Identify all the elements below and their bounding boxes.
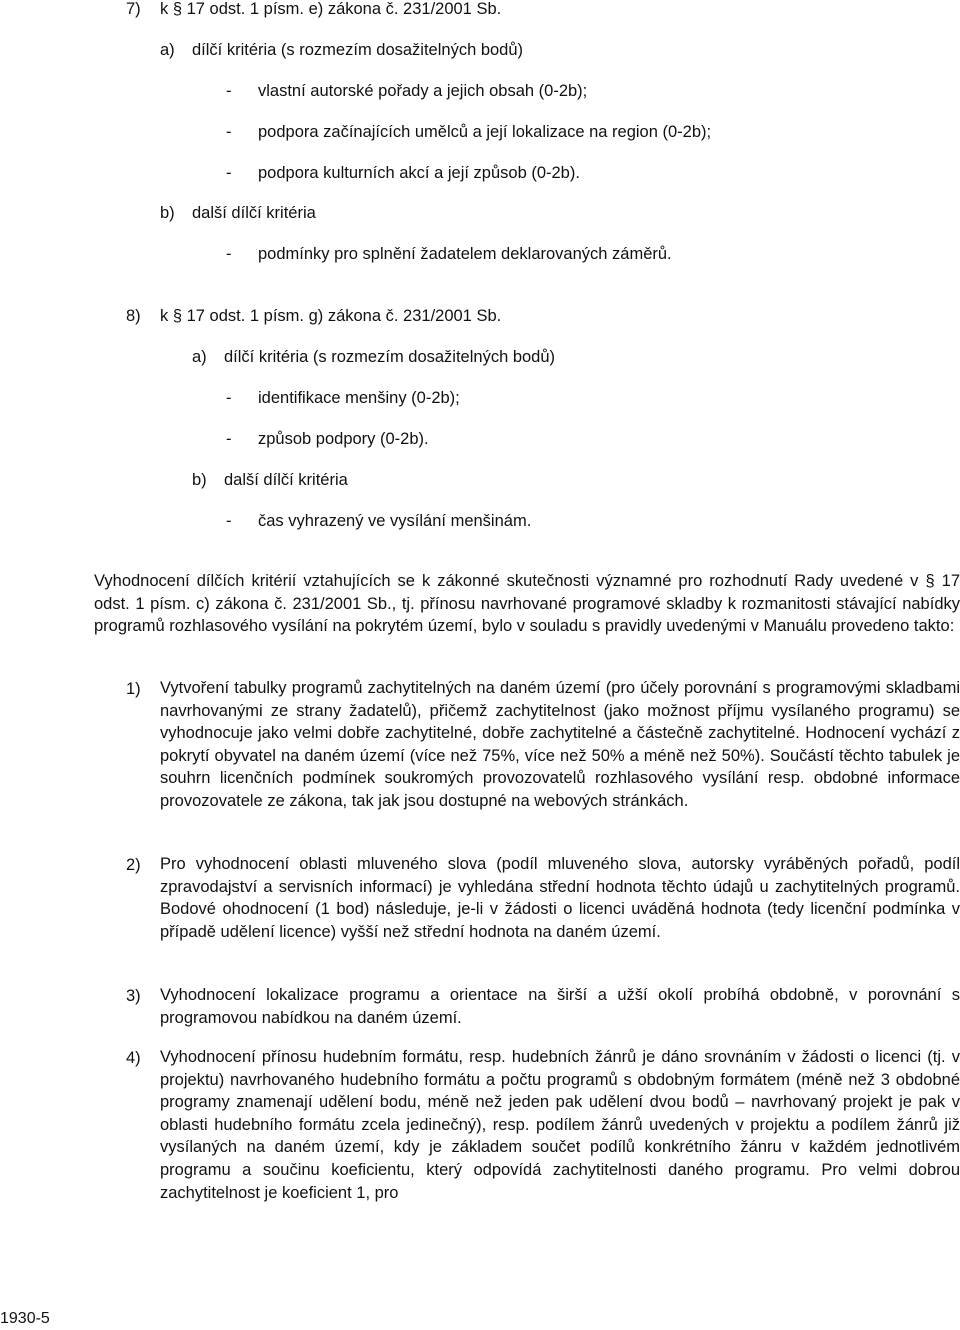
section-8-b-text: další dílčí kritéria [224,471,348,489]
page-number: 1930-5 [0,1310,50,1327]
numbered-item-text: Vyhodnocení přínosu hudebním formátu, resp. hudebních žánrů je dáno srovnáním v žádosti o licenci (tj. v projektu) navrhovaného hudebního formátu a počtu programů s obdobným formátem (méně než 3 obdobné programy znamenají udělení bodu, méně než jeden pak udělení dvou bodů – navrhovaný projekt je pak v oblasti hudebního formátu zcela jedinečný), resp. podílem žánrů uvedených v projektu a podílem žánrů již vysílaných na daném území, kdy je základem součet podílů konkrétního žánru v každém jednotlivém programu a součinu koeficientu, který odpovídá zachytitelnosti daného programu. Pro velmi dobrou zachytitelnost je koeficient 1, pro [160,1048,960,1202]
section-7-a-text: dílčí kritéria (s rozmezím dosažitelných bodů) [192,41,524,59]
numbered-item-number: 4) [126,1049,141,1067]
section-8-a-text: dílčí kritéria (s rozmezím dosažitelných bodů) [224,348,556,366]
intro-paragraph: Vyhodnocení dílčích kritérií vztahujících se k zákonné skutečnosti významné pro rozhodnutí Rady uvedené v § 17 odst. 1 písm. c) zákona č. 231/2001 Sb., tj. přínosu navrhované programové skladby k rozmanitosti stávající nabídky programů rozhlasového vysílání na pokrytém území, bylo v souladu s pravidly uvedenými v Manuálu provedeno takto: [94,572,960,636]
section-7-b-marker: b) [160,204,175,222]
section-7-a-item: podpora začínajících umělců a její lokalizace na region (0-2b); [258,123,712,141]
section-7-a-item: vlastní autorské pořady a jejich obsah (0-2b); [258,82,588,100]
section-8-b-item: čas vyhrazený ve vysílání menšinám. [258,512,532,530]
dash-marker: - [226,389,232,407]
section-7-b-item: podmínky pro splnění žadatelem deklarovaných záměrů. [258,245,672,263]
section-7-b-text: další dílčí kritéria [192,204,316,222]
numbered-item-text: Vytvoření tabulky programů zachytitelných na daném území (pro účely porovnání s programovými skladbami navrhovanými ze strany žadatelů), přičemž zachytitelnost (jako možnost příjmu vysílaného programu) se vyhodnocuje jako velmi dobře zachytitelné, dobře zachytitelné a částečně zachytitelné. Hodnocení vychází z pokrytí obyvatel na daném území (více než 75%, více než 50% a méně než 50%). Součástí těchto tabulek je souhrn licenčních podmínek soukromých provozovatelů rozhlasového vysílání resp. obdobné informace provozovatele ze zákona, tak jak jsou dostupné na webových stránkách. [160,679,960,810]
section-8-a-marker: a) [192,348,207,366]
dash-marker: - [226,123,232,141]
dash-marker: - [226,430,232,448]
numbered-item-text: Pro vyhodnocení oblasti mluveného slova (podíl mluveného slova, autorsky vyráběných pořadů, podíl zpravodajství a servisních informací) je vyhledána střední hodnota těchto údajů u zachytitelných programů. Bodové ohodnocení (1 bod) následuje, je-li v žádosti o licenci uváděná hodnota (tedy licenční podmínka v případě udělení licence) vyšší než střední hodnota na daném území. [160,855,960,941]
dash-marker: - [226,164,232,182]
section-8-heading: k § 17 odst. 1 písm. g) zákona č. 231/2001 Sb. [160,307,502,325]
section-7-number: 7) [126,0,141,18]
section-8-number: 8) [126,307,141,325]
section-7-heading: k § 17 odst. 1 písm. e) zákona č. 231/2001 Sb. [160,0,502,18]
numbered-item-text: Vyhodnocení lokalizace programu a orientace na širší a užší okolí probíhá obdobně, v porovnání s programovou nabídkou na daném území. [160,986,960,1027]
section-7-a-marker: a) [160,41,175,59]
numbered-item-number: 3) [126,987,141,1005]
section-8-a-item: způsob podpory (0-2b). [258,430,429,448]
section-7-a-item: podpora kulturních akcí a její způsob (0-2b). [258,164,580,182]
section-8-a-item: identifikace menšiny (0-2b); [258,389,460,407]
section-8-b-marker: b) [192,471,207,489]
dash-marker: - [226,512,232,530]
dash-marker: - [226,245,232,263]
dash-marker: - [226,82,232,100]
numbered-item-number: 1) [126,680,141,698]
numbered-item-number: 2) [126,856,141,874]
